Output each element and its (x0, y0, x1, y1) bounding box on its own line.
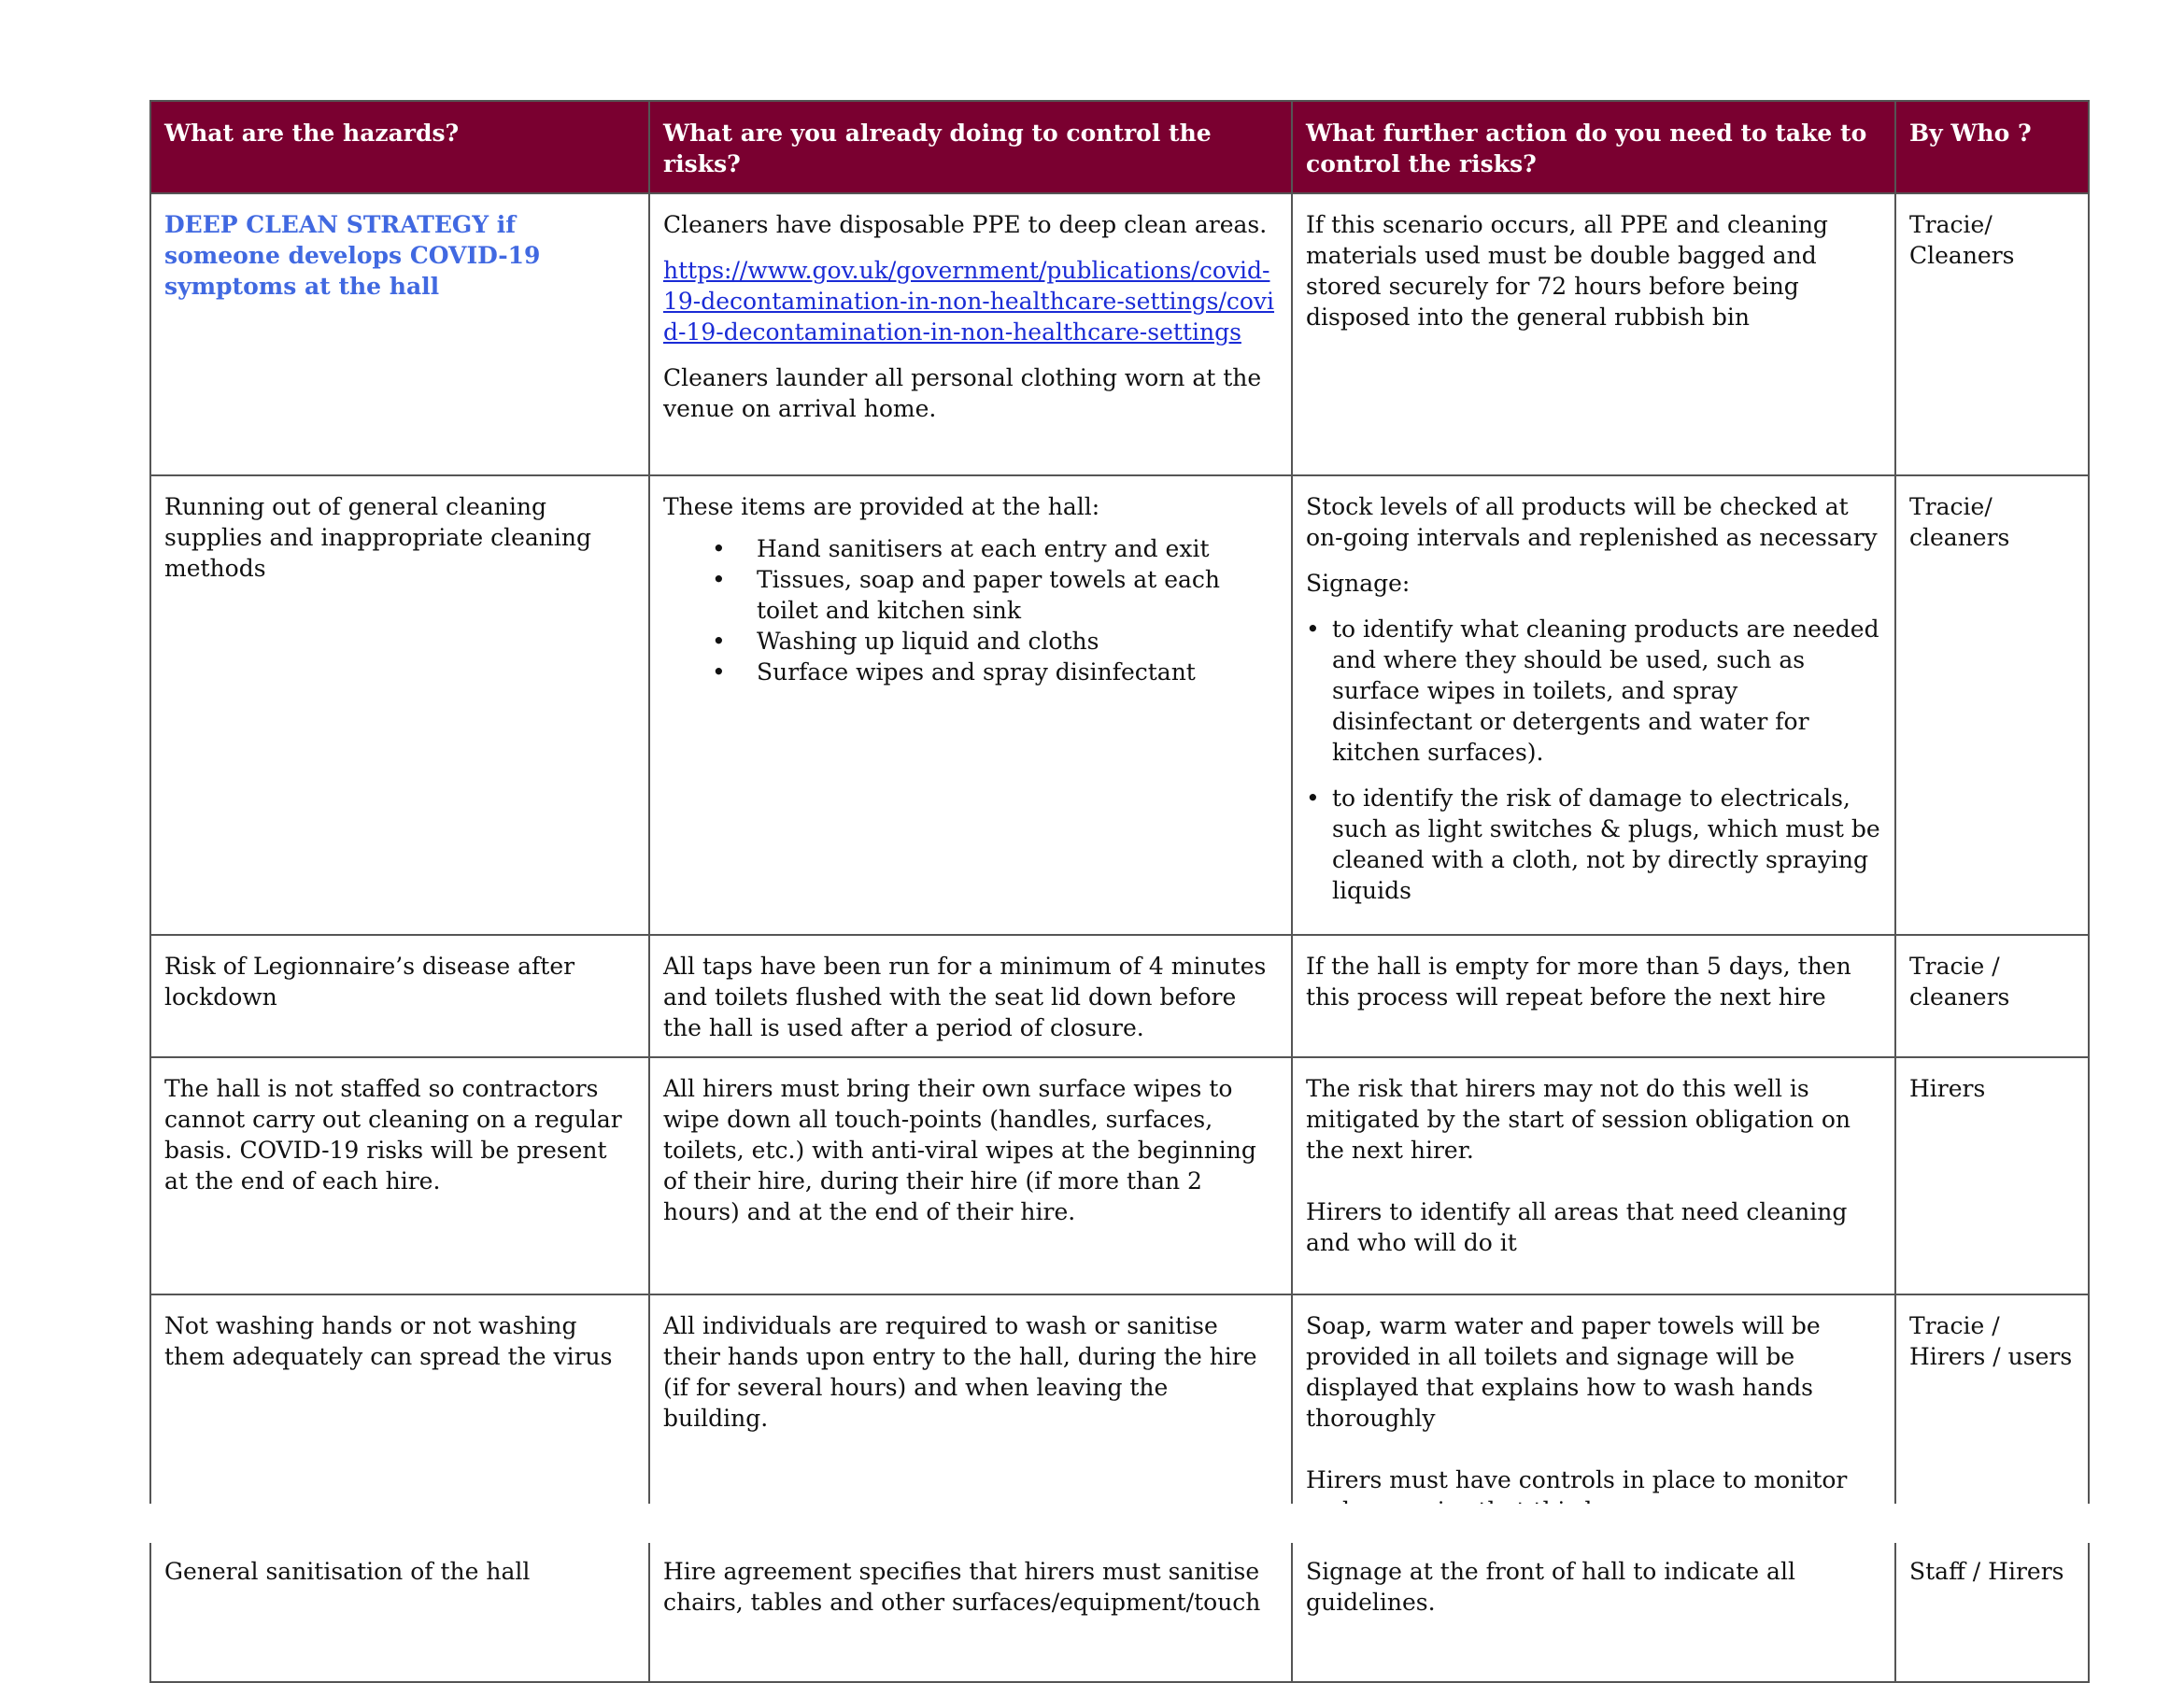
by-who-text: Tracie / Hirers / users (1909, 1312, 2073, 1370)
further-action-text: If this scenario occurs, all PPE and cleaning materials used must be double bagged and stored securely for 72 hours before being disposed into the general rubbish bin (1306, 211, 1828, 331)
further-action-cell (1292, 193, 1895, 475)
by-who-cell (1895, 193, 2089, 475)
hazard-cell (150, 475, 649, 935)
controls-text: All individuals are required to wash or sanitise their hands upon entry to the hall, during the hire (if for several hours) and when leaving the building. (663, 1312, 1257, 1432)
by-who-text: Tracie / cleaners (1909, 953, 2010, 1011)
hazard-text: Risk of Legionnaire’s disease after lockdown (164, 953, 575, 1011)
hazard-cell (150, 935, 649, 1057)
controls-cell (649, 475, 1292, 935)
list-item: • Tissues, soap and paper towels at each toilet and kitchen sink (663, 564, 1278, 626)
hazard-text: General sanitisation of the hall (164, 1558, 531, 1585)
by-who-cell (1895, 935, 2089, 1057)
controls-cell (649, 1540, 1292, 1682)
by-who-cell (1895, 1057, 2089, 1294)
hazard-text: Running out of general cleaning supplies and inappropriate cleaning methods (164, 493, 592, 582)
controls-cell (649, 935, 1292, 1057)
controls-text: Cleaners have disposable PPE to deep clean areas. (663, 211, 1268, 238)
controls-text: All hirers must bring their own surface wipes to wipe down all touch-points (handles, surfaces, toilets, etc.) with anti-viral wipes at the beginning of their hire, during their hire (if more than 2 hours) and at the end of their hire. (663, 1075, 1256, 1225)
list-item: • Surface wipes and spray disinfectant (663, 657, 1278, 687)
by-who-text: Tracie/ Cleaners (1909, 211, 2015, 269)
by-who-text: Hirers (1909, 1075, 1986, 1102)
hazard-text: The hall is not staffed so contractors cannot carry out cleaning on a regular basis. COVID-19 risks will be present at the end of each hire. (164, 1075, 622, 1195)
list-item: • to identify the risk of damage to electricals, such as light switches & plugs, which must be cleaned with a cloth, not by directly spraying liquids (1306, 783, 1881, 906)
supplies-list (663, 533, 1278, 687)
hazard-text: Not washing hands or not washing them adequately can spread the virus (164, 1312, 613, 1370)
table-row (150, 1540, 2089, 1682)
table-body (150, 193, 2089, 1682)
table-row (150, 1057, 2089, 1294)
controls-text: All taps have been run for a minimum of 4 minutes and toilets flushed with the seat lid down before the hall is used after a period of closure. (663, 953, 1267, 1041)
further-action-cell (1292, 1540, 1895, 1682)
further-action-cell (1292, 935, 1895, 1057)
header-controls: What are you already doing to control the risks? (649, 101, 1292, 193)
further-action-text: Soap, warm water and paper towels will be provided in all toilets and signage will be displayed that explains how to wash hands thoroughly (1306, 1312, 1821, 1432)
hazard-cell (150, 193, 649, 475)
guidance-link[interactable]: https://www.gov.uk/government/publications/covid-19-decontamination-in-non-healthcare-settings/covid-19-decontamination-in-non-healthcare-settings (663, 257, 1275, 346)
further-action-cell (1292, 1057, 1895, 1294)
further-action-text: Stock levels of all products will be checked at on-going intervals and replenished as necessary (1306, 493, 1878, 551)
controls-cell (649, 1057, 1292, 1294)
controls-text: Cleaners launder all personal clothing worn at the venue on arrival home. (663, 364, 1262, 422)
signage-list (1306, 614, 1881, 906)
further-action-text: The risk that hirers may not do this well is mitigated by the start of session obligation on the next hirer. (1306, 1075, 1851, 1164)
controls-text: Hire agreement specifies that hirers must sanitise chairs, tables and other surfaces/equipment/touch (663, 1558, 1261, 1616)
further-action-text: Hirers must have controls in place to monitor (1306, 1466, 1848, 1493)
controls-intro: These items are provided at the hall: (663, 493, 1100, 520)
by-who-cell (1895, 475, 2089, 935)
risk-assessment-table (149, 100, 2090, 1683)
header-by-who: By Who ? (1895, 101, 2089, 193)
further-action-text: Signage at the front of hall to indicate all guidelines. (1306, 1558, 1795, 1616)
table-header (150, 101, 2089, 193)
hazard-cell (150, 1540, 649, 1682)
by-who-cell (1895, 1540, 2089, 1682)
header-row (150, 101, 2089, 193)
paragraph-gap (1306, 1434, 1881, 1464)
controls-cell (649, 193, 1292, 475)
list-item: • to identify what cleaning products are needed and where they should be used, such as surface wipes in toilets, and spray disinfectant or detergents and water for kitchen surfaces). (1306, 614, 1881, 768)
header-hazards: What are the hazards? (150, 101, 649, 193)
by-who-text: Tracie/ cleaners (1909, 493, 2010, 551)
hazard-text: DEEP CLEAN STRATEGY if someone develops COVID-19 symptoms at the hall (164, 211, 541, 300)
list-item: • Hand sanitisers at each entry and exit (663, 533, 1278, 564)
list-item: • Washing up liquid and cloths (663, 626, 1278, 657)
hazard-cell (150, 1057, 649, 1294)
paragraph-gap (1306, 1166, 1881, 1196)
by-who-text: Staff / Hirers (1909, 1558, 2064, 1585)
header-further-action: What further action do you need to take to control the risks? (1292, 101, 1895, 193)
table-row (150, 935, 2089, 1057)
signage-label: Signage: (1306, 570, 1411, 597)
table-row (150, 193, 2089, 475)
further-action-text: Hirers to identify all areas that need cleaning and who will do it (1306, 1198, 1848, 1256)
page-bottom-margin (0, 1504, 2184, 1543)
further-action-cell (1292, 475, 1895, 935)
table-row (150, 475, 2089, 935)
further-action-text: If the hall is empty for more than 5 days, then this process will repeat before the next hire (1306, 953, 1851, 1011)
